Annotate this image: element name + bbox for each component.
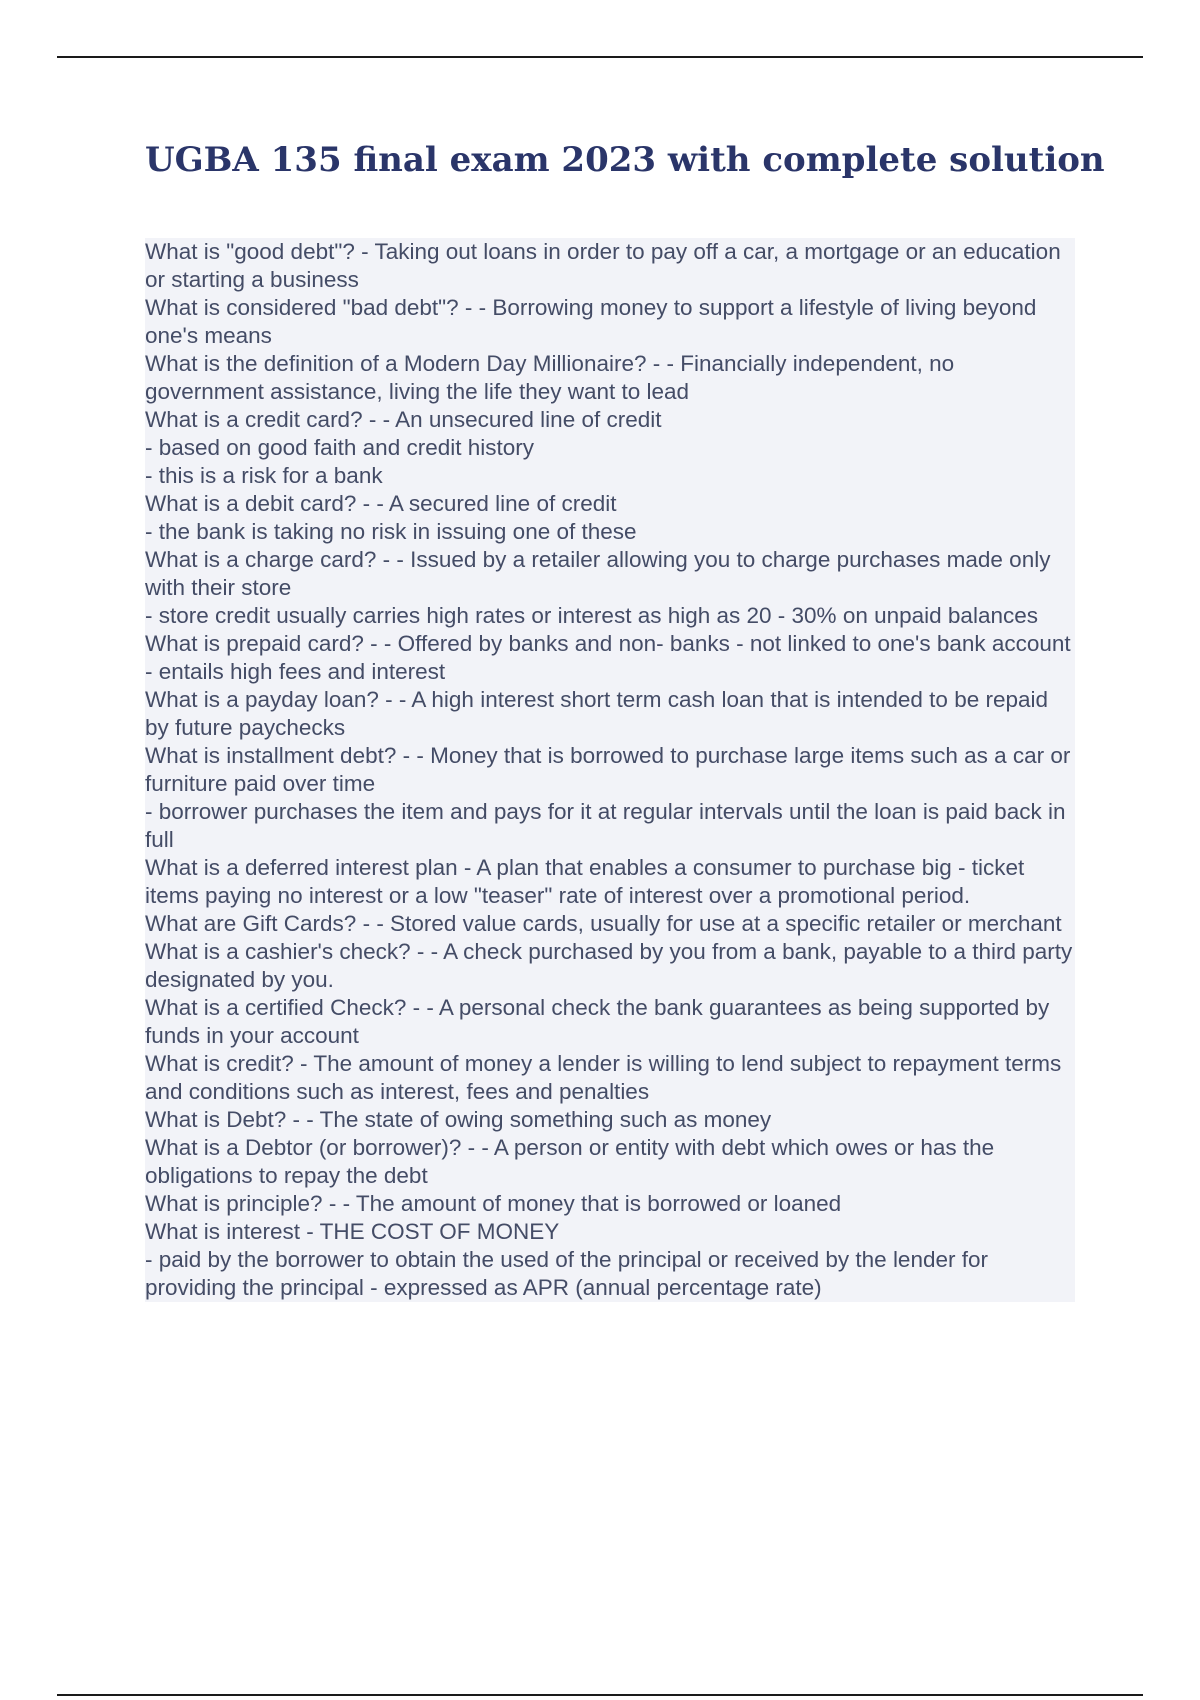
header-rule <box>57 56 1143 58</box>
qa-line: What is a deferred interest plan - A plan that enables a consumer to purchase big - ticket items paying no interest or a low "teaser" rate of interest over a promotional period. <box>145 854 1075 910</box>
qa-line: What is Debt? - - The state of owing something such as money <box>145 1106 1075 1134</box>
qa-line: What is principle? - - The amount of money that is borrowed or loaned <box>145 1190 1075 1218</box>
qa-list <box>145 238 1075 1302</box>
qa-line: What is considered "bad debt"? - - Borrowing money to support a lifestyle of living beyond one's means <box>145 294 1075 350</box>
qa-line: What is a credit card? - - An unsecured line of credit <box>145 406 1075 434</box>
qa-line: What are Gift Cards? - - Stored value cards, usually for use at a specific retailer or merchant <box>145 910 1075 938</box>
qa-line: What is "good debt"? - Taking out loans in order to pay off a car, a mortgage or an education or starting a business <box>145 238 1075 294</box>
qa-line: - paid by the borrower to obtain the used of the principal or received by the lender for providing the principal - expressed as APR (annual percentage rate) <box>145 1246 1075 1302</box>
qa-line: - the bank is taking no risk in issuing one of these <box>145 518 1075 546</box>
qa-line: - this is a risk for a bank <box>145 462 1075 490</box>
qa-line: What is a charge card? - - Issued by a retailer allowing you to charge purchases made only with their store <box>145 546 1075 602</box>
qa-line: - borrower purchases the item and pays for it at regular intervals until the loan is paid back in full <box>145 798 1075 854</box>
qa-line: What is interest - THE COST OF MONEY <box>145 1218 1075 1246</box>
qa-line: What is a payday loan? - - A high interest short term cash loan that is intended to be repaid by future paychecks <box>145 686 1075 742</box>
qa-line: - entails high fees and interest <box>145 658 1075 686</box>
qa-line: - store credit usually carries high rates or interest as high as 20 - 30% on unpaid balances <box>145 602 1075 630</box>
qa-line: What is the definition of a Modern Day Millionaire? - - Financially independent, no government assistance, living the life they want to lead <box>145 350 1075 406</box>
qa-line: - based on good faith and credit history <box>145 434 1075 462</box>
qa-line: What is a cashier's check? - - A check purchased by you from a bank, payable to a third party designated by you. <box>145 938 1075 994</box>
footer-rule <box>57 1694 1143 1696</box>
page-title: UGBA 135 final exam 2023 with complete solution <box>145 140 1105 180</box>
qa-line: What is a certified Check? - - A personal check the bank guarantees as being supported by funds in your account <box>145 994 1075 1050</box>
qa-line: What is installment debt? - - Money that is borrowed to purchase large items such as a car or furniture paid over time <box>145 742 1075 798</box>
qa-line: What is a debit card? - - A secured line of credit <box>145 490 1075 518</box>
qa-line: What is prepaid card? - - Offered by banks and non- banks - not linked to one's bank account <box>145 630 1075 658</box>
qa-line: What is a Debtor (or borrower)? - - A person or entity with debt which owes or has the obligations to repay the debt <box>145 1134 1075 1190</box>
qa-line: What is credit? - The amount of money a lender is willing to lend subject to repayment terms and conditions such as interest, fees and penalties <box>145 1050 1075 1106</box>
